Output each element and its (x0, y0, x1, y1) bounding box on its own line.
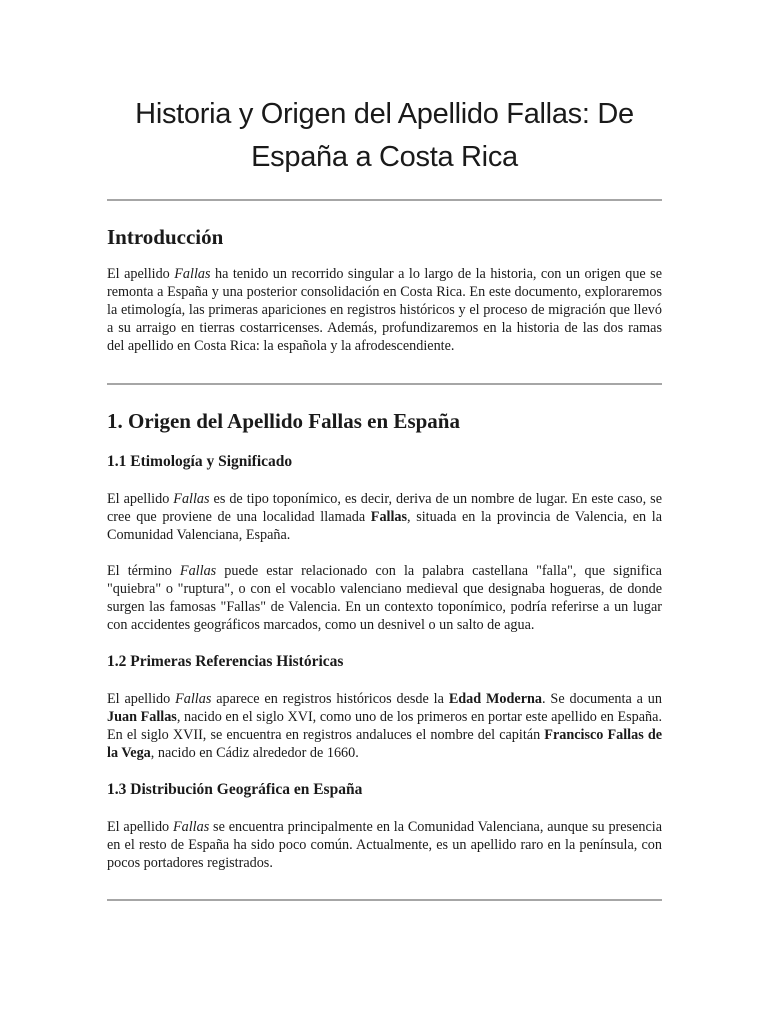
intro-paragraph: El apellido Fallas ha tenido un recorrido singular a lo largo de la historia, con un origen que se remonta a España y una posterior consolidación en Costa Rica. En este documento, exploraremos la etimología, las primeras apariciones en registros históricos y el proceso de migración que llevó a su arraigo en tierras costarricenses. Además, profundizaremos en la historia de las dos ramas del apellido en Costa Rica: la española y la afrodescendiente. (107, 266, 663, 354)
etymology-paragraph-1: El apellido Fallas es de tipo toponímico, es decir, deriva de un nombre de lugar. En este caso, se cree que proviene de una localidad llamada Fallas, situada en la provincia de Valencia, en la Comunidad Valenciana, España. (107, 491, 663, 543)
section-1-heading: 1. Origen del Apellido Fallas en España (107, 409, 460, 433)
document-title: Historia y Origen del Apellido Fallas: De España a Costa Rica (135, 98, 634, 173)
historical-references-paragraph: El apellido Fallas aparece en registros históricos desde la Edad Moderna. Se documenta a un Juan Fallas, nacido en el siglo XVI, como uno de los primeros en portar este apellido en España. En el siglo XVII, se encuentra en registros andaluces el nombre del capitán Francisco Fallas de la Vega, nacido en Cádiz alrededor de 1660. (107, 691, 663, 761)
section-divider (107, 899, 662, 901)
document-page (107, 0, 662, 901)
section-divider (107, 383, 662, 385)
section-divider (107, 199, 662, 201)
subsection-1-1-heading: 1.1 Etimología y Significado (107, 453, 293, 470)
geographic-distribution-paragraph: El apellido Fallas se encuentra principalmente en la Comunidad Valenciana, aunque su presencia en el resto de España ha sido poco común. Actualmente, es un apellido raro en la península, con pocos portadores registrados. (107, 819, 663, 871)
subsection-1-2-heading: 1.2 Primeras Referencias Históricas (107, 653, 344, 670)
subsection-1-3-heading: 1.3 Distribución Geográfica en España (107, 781, 363, 798)
etymology-paragraph-2: El término Fallas puede estar relacionado con la palabra castellana "falla", que significa "quiebra" o "ruptura", o con el vocablo valenciano medieval que designaba hogueras, de donde surgen las famosas "Fallas" de Valencia. En un contexto toponímico, podría referirse a un lugar con accidentes geográficos marcados, como un desnivel o un salto de agua. (107, 563, 662, 633)
intro-heading: Introducción (107, 225, 224, 249)
